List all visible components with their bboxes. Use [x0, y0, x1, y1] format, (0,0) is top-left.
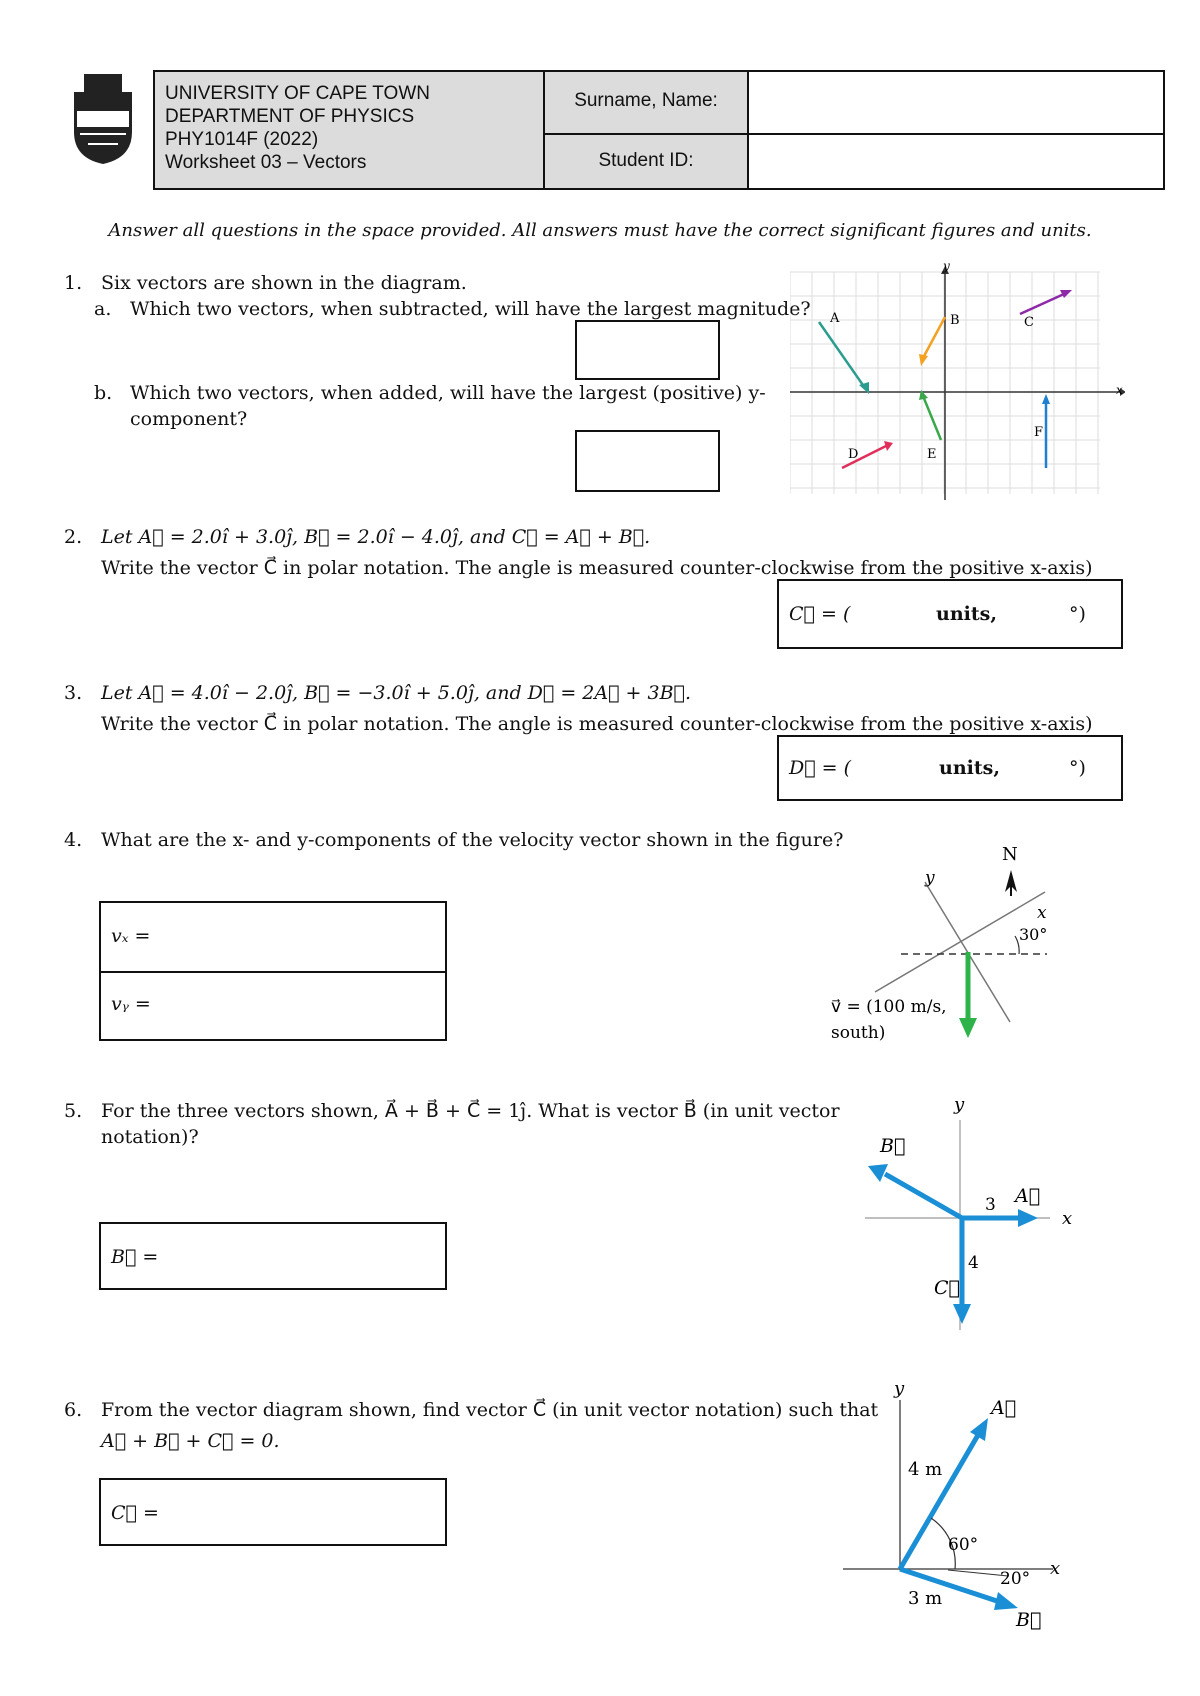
q3-number: 3. [64, 682, 83, 704]
q6-answer-box[interactable] [99, 1478, 447, 1546]
q1b-answer-box[interactable] [575, 430, 720, 492]
vector-a-arrow [819, 322, 865, 388]
header-table [153, 70, 1165, 190]
q6-x-label: x [1050, 1558, 1061, 1579]
q1a-text: Which two vectors, when subtracted, will have the largest magnitude? [130, 298, 811, 320]
vector-d-label: D [848, 447, 859, 462]
student-id-label: Student ID: [598, 150, 694, 171]
q3-answer-prefix: D⃗ = ( [789, 757, 852, 779]
q4-number: 4. [64, 829, 83, 851]
q4-vx-row[interactable] [101, 903, 445, 973]
q2-answer-degrees: °) [1069, 603, 1086, 625]
vector-c-label: C [1024, 315, 1034, 330]
q5-line1: For the three vectors shown, A⃗ + B⃗ + C⃗ = 1ĵ. What is vector B⃗ (in unit vector [101, 1100, 840, 1122]
q1b-text-line1: Which two vectors, when added, will have the largest (positive) y- [130, 382, 766, 404]
q5-line2: notation)? [101, 1126, 199, 1148]
q6-b-length: 3 m [908, 1588, 943, 1609]
q6-a-label: A⃗ [991, 1397, 1017, 1419]
q6-number: 6. [64, 1399, 83, 1421]
q4-vy-row[interactable] [101, 973, 445, 1039]
q2-answer-prefix: C⃗ = ( [789, 603, 851, 625]
q2-line2: Write the vector C⃗ in polar notation. The angle is measured counter-clockwise from the positive x-axis) [101, 557, 1093, 579]
q3-line1: Let A⃗ = 4.0î − 2.0ĵ, B⃗ = −3.0î + 5.0ĵ, and D⃗ = 2A⃗ + 3B⃗. [101, 682, 692, 704]
university-crest [70, 74, 136, 166]
q4-text: What are the x- and y-components of the velocity vector shown in the figure? [101, 829, 844, 851]
vector-b-label: B [950, 313, 960, 328]
q1-vector-grid-diagram [790, 262, 1125, 500]
q3-answer-box[interactable] [777, 735, 1123, 801]
instructions: Answer all questions in the space provided. All answers must have the correct significant figures and units. [108, 220, 1092, 241]
q6-answer-label: C⃗ = [111, 1502, 159, 1524]
q6-vector-diagram [838, 1380, 1078, 1630]
name-label: Surname, Name: [574, 90, 718, 111]
vector-b-arrow-q5 [885, 1174, 962, 1218]
q3-line2: Write the vector C⃗ in polar notation. The angle is measured counter-clockwise from the positive x-axis) [101, 713, 1093, 735]
q6-y-label: y [894, 1380, 905, 1399]
q2-number: 2. [64, 526, 83, 548]
worksheet-title: Worksheet 03 – Vectors [165, 152, 367, 173]
q4-velocity-diagram [825, 840, 1065, 1055]
q5-answer-label: B⃗ = [111, 1246, 159, 1268]
q6-20-angle: 20° [1000, 1569, 1031, 1589]
q1a-answer-box[interactable] [575, 320, 720, 380]
q5-c-magnitude: 4 [968, 1253, 979, 1273]
vector-a-label: A [830, 311, 840, 326]
course-code: PHY1014F (2022) [165, 129, 319, 150]
q5-c-label: C⃗ [934, 1277, 960, 1299]
q4-angle-label: 30° [1019, 925, 1048, 944]
q5-vector-diagram [850, 1090, 1080, 1340]
header-course-info [155, 72, 545, 188]
q4-answer-table [99, 901, 447, 1041]
q6-60-angle: 60° [948, 1535, 979, 1555]
q2-line1: Let A⃗ = 2.0î + 3.0ĵ, B⃗ = 2.0î − 4.0ĵ, and C⃗ = A⃗ + B⃗. [101, 526, 651, 548]
q3-answer-degrees: °) [1069, 757, 1086, 779]
q4-vx-label: vₓ = [111, 925, 151, 947]
q4-velocity-label-1: v⃗ = (100 m/s, [831, 997, 947, 1017]
university-name: UNIVERSITY OF CAPE TOWN [165, 83, 430, 104]
q1-number: 1. [64, 272, 83, 294]
q4-north-label: N [1002, 844, 1018, 865]
vector-b-arrow [923, 317, 945, 358]
vector-e-arrow [923, 396, 941, 440]
vector-c-arrow [1020, 294, 1064, 314]
q5-b-label: B⃗ [880, 1135, 906, 1157]
header-labels [545, 72, 749, 188]
q1-text: Six vectors are shown in the diagram. [101, 272, 467, 294]
q4-velocity-label-2: south) [831, 1023, 886, 1043]
student-id-field[interactable] [749, 135, 1163, 188]
vector-e-label: E [927, 447, 937, 462]
q1-axis-x-label: x [1116, 383, 1123, 397]
q1b-label: b. [94, 382, 113, 404]
q6-a-length: 4 m [908, 1459, 943, 1480]
name-field[interactable] [749, 72, 1163, 132]
q5-answer-box[interactable] [99, 1222, 447, 1290]
q5-a-label: A⃗ [1015, 1185, 1041, 1207]
q5-a-magnitude: 3 [985, 1195, 996, 1215]
q6-line1: From the vector diagram shown, find vector C⃗ (in unit vector notation) such that [101, 1399, 879, 1421]
q3-answer-units: units, [939, 757, 1000, 779]
q2-answer-units: units, [936, 603, 997, 625]
q6-b-label: B⃗ [1016, 1609, 1042, 1630]
vector-f-label: F [1034, 425, 1044, 440]
q4-y-label: y [925, 868, 935, 888]
q5-number: 5. [64, 1100, 83, 1122]
q6-line2: A⃗ + B⃗ + C⃗ = 0. [101, 1430, 280, 1452]
q5-x-label: x [1062, 1208, 1073, 1229]
q4-vy-label: vᵧ = [111, 993, 151, 1015]
q1a-label: a. [94, 298, 112, 320]
q5-y-label: y [954, 1094, 965, 1115]
department-name: DEPARTMENT OF PHYSICS [165, 106, 415, 127]
q1b-text-line2: component? [130, 408, 248, 430]
q1-axis-y-label: y [943, 262, 950, 273]
q4-x-label: x [1037, 903, 1047, 923]
q2-answer-box[interactable] [777, 579, 1123, 649]
